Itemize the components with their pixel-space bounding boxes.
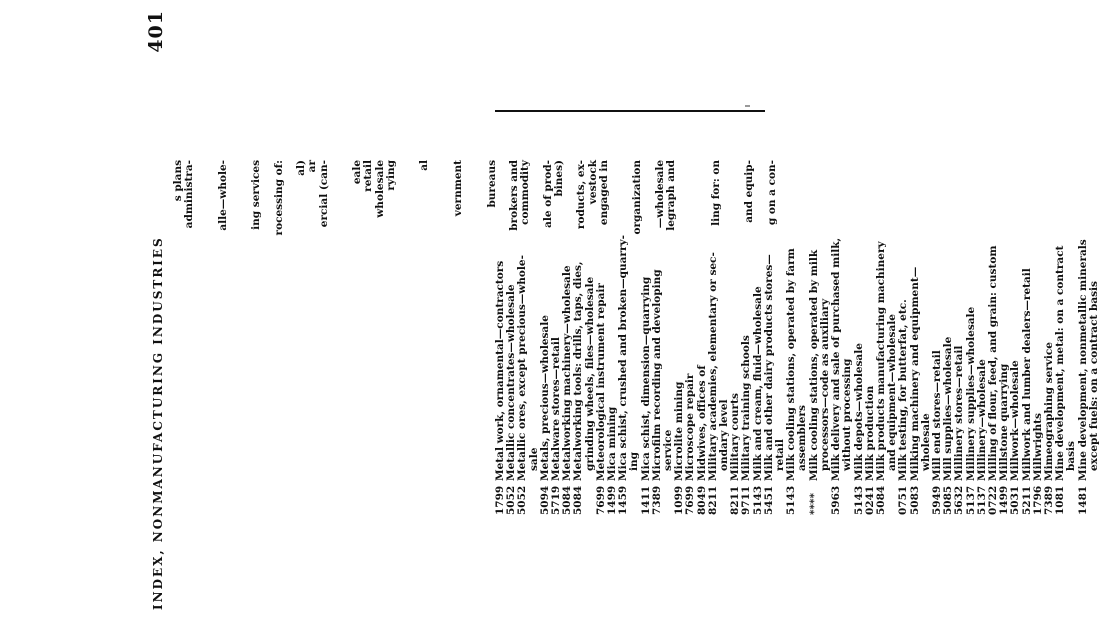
entry-description: Metallic concentrates—wholesale xyxy=(505,284,518,481)
entry-description: retail xyxy=(774,439,787,471)
left-fragment: bureaus xyxy=(485,160,498,208)
entry-description: Milk testing, for butterfat, etc. xyxy=(897,299,910,481)
left-fragment: organization xyxy=(631,160,644,235)
index-entry xyxy=(629,15,640,515)
left-fragment xyxy=(408,160,419,630)
rotated-page-content xyxy=(145,0,1100,610)
page-number: 401 xyxy=(145,10,167,53)
index-entry xyxy=(573,15,584,515)
index-entry xyxy=(1089,15,1100,515)
sic-code: 5085 xyxy=(942,485,955,515)
sic-code: 5137 xyxy=(975,485,988,515)
entry-description: Milk and cream, fluid—wholesale xyxy=(751,286,764,481)
index-entry xyxy=(898,15,909,515)
sic-code: 5083 xyxy=(908,485,921,515)
sic-code: 1499 xyxy=(998,485,1011,515)
sic-code: 5632 xyxy=(953,485,966,515)
sic-code: 5031 xyxy=(1009,485,1022,515)
entry-description: Military training schools xyxy=(740,335,753,481)
sic-code: 5143 xyxy=(751,485,764,515)
entry-description: Metallic ores, except precious—whole- xyxy=(516,255,529,481)
entry-description: Milk depots—wholesale xyxy=(852,343,865,481)
entry-description: Milk and other dairy products stores— xyxy=(762,254,775,481)
sic-code xyxy=(629,481,640,515)
left-fragment: administra- xyxy=(183,160,196,229)
sic-code: 5137 xyxy=(964,485,977,515)
entry-description: basis xyxy=(1065,441,1078,471)
left-fragment: bines) xyxy=(552,160,565,197)
entry-description: Metalworking machinery—wholesale xyxy=(561,265,574,481)
sic-code: 5949 xyxy=(930,485,943,515)
sic-code: 8211 xyxy=(729,485,742,515)
sic-code: 9711 xyxy=(740,485,753,515)
left-fragment: ling for: on xyxy=(709,160,722,226)
sic-code: 0722 xyxy=(986,485,999,515)
sic-code: 0751 xyxy=(897,485,910,515)
left-fragment: legraph and xyxy=(664,160,677,231)
entry-description: Metalworking tools: drills, taps, dies, xyxy=(572,261,585,481)
entry-description: Military academies, elementary or sec- xyxy=(706,252,719,481)
entry-description: assemblers xyxy=(796,405,809,471)
left-fragment: g on a con- xyxy=(765,160,778,226)
left-fragment: commodity xyxy=(519,160,532,225)
entry-description: Mica schist, dimension—quarrying xyxy=(639,276,652,481)
left-fragment xyxy=(464,160,475,630)
entry-description: Mine development, nonmetallic minerals xyxy=(1076,239,1089,481)
sic-code: 1459 xyxy=(617,485,630,515)
sic-code: 5143 xyxy=(852,485,865,515)
entry-description: and equipment—wholesale xyxy=(886,314,899,471)
index-entry xyxy=(741,15,752,515)
entry-description: Milling of flour, feed, and grain: custom xyxy=(986,245,999,481)
left-fragment xyxy=(229,160,240,630)
sic-code: 8049 xyxy=(695,485,708,515)
left-fragment: ercial (can- xyxy=(317,160,330,228)
entry-description: Millinery supplies—wholesale xyxy=(964,306,977,481)
left-fragment xyxy=(330,160,341,630)
entry-description: Mica mining xyxy=(606,406,619,481)
left-fragment: —wholesale xyxy=(653,160,666,229)
entry-description: Microfilm recording and developing xyxy=(650,269,663,481)
left-fragment xyxy=(240,160,251,630)
left-fragment: engaged in xyxy=(597,160,610,226)
entry-description: wholesale xyxy=(919,413,932,471)
left-fragment: vestock xyxy=(586,160,599,205)
entry-description: grinding wheels, files—wholesale xyxy=(583,276,596,471)
entry-description: ing xyxy=(628,452,641,471)
left-fragment xyxy=(442,160,453,630)
index-entry xyxy=(1010,15,1021,515)
entry-description: Mill supplies—wholesale xyxy=(942,336,955,481)
left-fragment: and equip- xyxy=(743,160,756,223)
left-fragment xyxy=(397,160,408,630)
sic-code: 5143 xyxy=(785,485,798,515)
entry-description: Milk cooling stations, operated by farm xyxy=(785,248,798,481)
sic-code: 7389 xyxy=(1042,485,1055,515)
sic-code: 5211 xyxy=(1020,485,1033,515)
left-fragment: vernment xyxy=(452,160,465,217)
sic-code: 5052 xyxy=(505,485,518,515)
entry-description: sale xyxy=(527,447,540,471)
index-entry xyxy=(1055,15,1066,515)
index-entry xyxy=(1066,15,1077,515)
index-entries xyxy=(495,15,1100,515)
sic-code: 5963 xyxy=(830,485,843,515)
sic-code: 5052 xyxy=(516,485,529,515)
sic-code: 1411 xyxy=(639,485,652,515)
entry-description: Metal work, ornamental—contractors xyxy=(494,260,506,481)
entry-description: Microscope repair xyxy=(684,373,697,481)
sic-code: 7699 xyxy=(684,485,697,515)
left-fragment: roducts, ex- xyxy=(575,160,588,230)
sic-code: 8211 xyxy=(706,485,719,515)
entry-description: Millwrights xyxy=(1031,413,1044,481)
sic-code: 5084 xyxy=(874,485,887,515)
entry-description: Meteorological instrument repair xyxy=(594,283,607,481)
left-fragment: brokers and xyxy=(508,160,521,231)
left-fragment: s plans xyxy=(172,160,184,202)
left-fragment xyxy=(285,160,296,630)
entry-description: Milking machinery and equipment— xyxy=(908,266,921,481)
entry-description: Milk cooling stations, operated by milk xyxy=(807,249,820,481)
entry-description: Microlite mining xyxy=(673,381,686,481)
sic-code: 5719 xyxy=(550,485,563,515)
index-entry xyxy=(842,15,853,515)
left-fragment xyxy=(195,160,206,630)
left-fragment: rying xyxy=(384,160,397,191)
entry-description: Milk delivery and sale of purchased milk, xyxy=(830,237,843,481)
sic-code xyxy=(797,481,808,515)
sic-code: 5084 xyxy=(561,485,574,515)
left-fragment: ar xyxy=(306,160,319,173)
index-entry xyxy=(685,15,696,515)
sic-code: 1799 xyxy=(494,485,506,515)
entry-description: Midwives, offices of xyxy=(695,365,708,481)
entry-description: Millstone quarrying xyxy=(998,363,1011,481)
entry-description: Mica schist, crushed and broken—quarry- xyxy=(617,235,630,481)
left-fragment: ale of prod- xyxy=(541,160,554,228)
entry-description: Metals, precious—wholesale xyxy=(538,315,551,481)
left-fragment xyxy=(431,160,442,630)
left-fragment: rocessing of: xyxy=(272,160,285,236)
sic-code: 1499 xyxy=(606,485,619,515)
sic-code: 0241 xyxy=(863,485,876,515)
left-fragment xyxy=(475,160,486,630)
entry-description: service xyxy=(662,429,675,471)
sic-code: 1481 xyxy=(1076,485,1089,515)
left-fragment: ing services xyxy=(250,160,263,230)
entry-description: Mimeographing service xyxy=(1042,342,1055,481)
sic-code: 7389 xyxy=(650,485,663,515)
running-head: INDEX, NONMANUFACTURING INDUSTRIES xyxy=(151,236,165,610)
entry-description: Millinery—wholesale xyxy=(975,359,988,481)
entry-description: Milk products manufacturing machinery xyxy=(874,241,887,481)
left-fragment: alle—whole- xyxy=(216,160,229,231)
sic-code: 1099 xyxy=(673,485,686,515)
entry-description: Mill end stores—retail xyxy=(930,350,943,481)
entry-description: Military courts xyxy=(729,393,742,481)
index-entry xyxy=(517,15,528,515)
entry-description: except fuels: on a contract basis xyxy=(1087,281,1100,471)
entry-description: Millwork—wholesale xyxy=(1009,360,1022,481)
left-fragment xyxy=(341,160,352,630)
entry-description: Millwork and lumber dealers—retail xyxy=(1020,268,1033,481)
sic-code: 1081 xyxy=(1054,485,1067,515)
sic-code: 5094 xyxy=(538,485,551,515)
sic-code: 1796 xyxy=(1031,485,1044,515)
left-fragment: al) xyxy=(295,160,308,176)
index-entry xyxy=(618,15,629,515)
entry-description: ondary level xyxy=(718,399,731,471)
entry-description: Metalware stores—retail xyxy=(550,337,563,481)
entry-description: processors—code as auxiliary xyxy=(818,298,831,471)
left-fragment: eale xyxy=(351,160,364,185)
sic-code xyxy=(842,481,853,515)
sic-code: 5084 xyxy=(572,485,585,515)
entry-description: Milk production xyxy=(863,385,876,481)
entry-description: without processing xyxy=(841,358,854,471)
left-fragment: wholesale xyxy=(373,160,386,218)
entry-description: Mine development, metal: on a contract xyxy=(1054,245,1067,481)
sic-code xyxy=(1066,481,1077,515)
sic-code: 5451 xyxy=(762,485,775,515)
index-entry xyxy=(797,15,808,515)
entry-description: Millinery stores—retail xyxy=(953,345,966,481)
index-entry xyxy=(954,15,965,515)
sic-code xyxy=(1089,481,1100,515)
left-fragment: retail xyxy=(362,160,375,192)
sic-code: 7699 xyxy=(594,485,607,515)
sic-code: **** xyxy=(807,493,820,515)
left-fragment: al xyxy=(418,160,431,171)
